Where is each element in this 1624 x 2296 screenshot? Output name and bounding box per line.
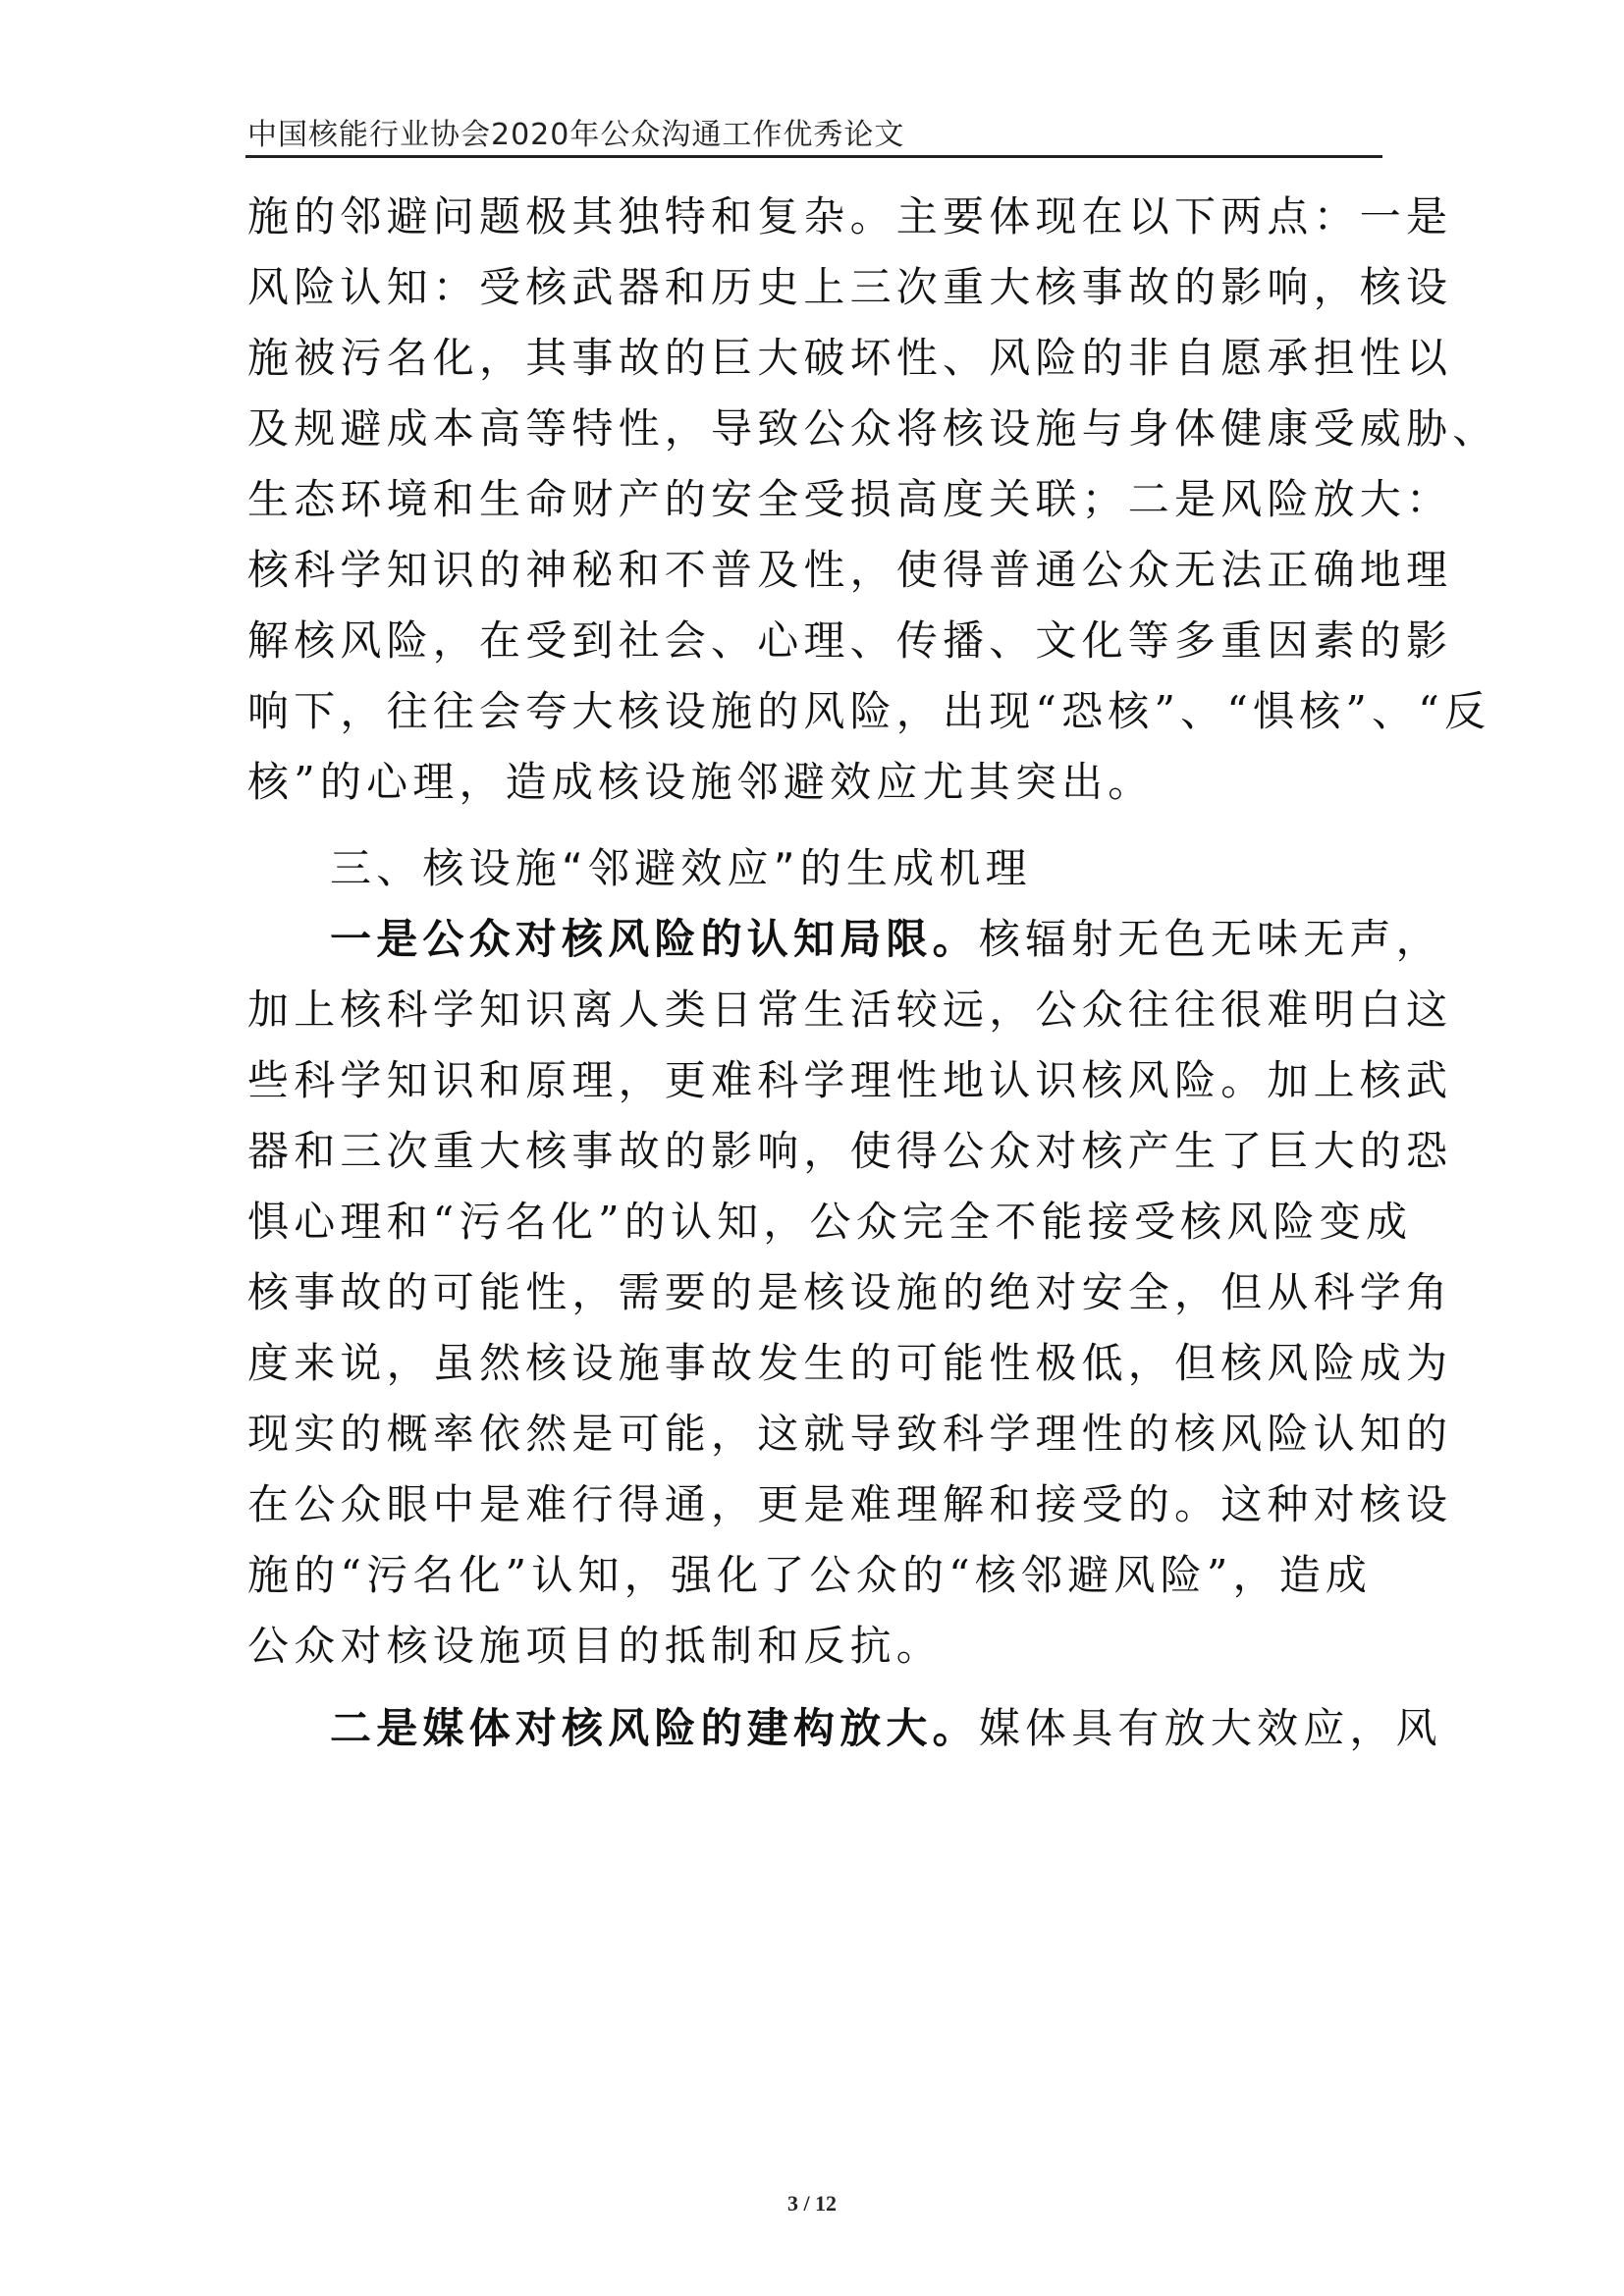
page-number: 3 / 12 <box>786 2191 838 2216</box>
text-line: 器和三次重大核事故的影响，使得公众对核产生了巨大的恐 <box>247 1127 1453 1175</box>
paragraph-first-line <box>330 915 1442 963</box>
paragraph-text: 媒体具有放大效应，风 <box>978 1704 1442 1752</box>
text-line: 及规避成本高等特性，导致公众将核设施与身体健康受威胁、 <box>247 404 1499 453</box>
text-line: 施被污名化，其事故的巨大破坏性、风险的非自愿承担性以 <box>247 334 1453 382</box>
text-line: 度来说，虽然核设施事故发生的可能性极低，但核风险成为 <box>247 1339 1453 1387</box>
paragraph-first-line <box>330 1704 1442 1752</box>
text-line: 生态环境和生命财产的安全受损高度关联；二是风险放大： <box>247 475 1453 523</box>
section-heading: 三、核设施“邻避效应”的生成机理 <box>330 844 1032 892</box>
paragraph-text: 核辐射无色无味无声， <box>978 915 1442 963</box>
text-line: 施的“污名化”认知，强化了公众的“核邻避风险”，造成 <box>247 1551 1373 1599</box>
header-divider <box>245 155 1382 158</box>
text-line: 现实的概率依然是可能，这就导致科学理性的核风险认知的 <box>247 1410 1453 1458</box>
text-line: 些科学知识和原理，更难科学理性地认识核风险。加上核武 <box>247 1056 1453 1104</box>
text-line: 风险认知：受核武器和历史上三次重大核事故的影响，核设 <box>247 263 1453 311</box>
text-line: 惧心理和“污名化”的认知，公众完全不能接受核风险变成 <box>247 1198 1413 1246</box>
text-line: 核科学知识的神秘和不普及性，使得普通公众无法正确地理 <box>247 546 1453 594</box>
running-header: 中国核能行业协会2020年公众沟通工作优秀论文 <box>247 118 905 152</box>
text-line: 在公众眼中是难行得通，更是难理解和接受的。这种对核设 <box>247 1480 1453 1528</box>
text-line: 施的邻避问题极其独特和复杂。主要体现在以下两点：一是 <box>247 192 1453 240</box>
text-line: 解核风险，在受到社会、心理、传播、文化等多重因素的影 <box>247 616 1453 665</box>
paragraph-lead: 一是公众对核风险的认知局限。 <box>330 915 979 963</box>
text-line: 响下，往往会夸大核设施的风险，出现“恐核”、“惧核”、“反 <box>247 687 1491 735</box>
text-line: 加上核科学知识离人类日常生活较远，公众往往很难明白这 <box>247 986 1453 1034</box>
paragraph-lead: 二是媒体对核风险的建构放大。 <box>330 1704 979 1752</box>
text-line: 核事故的可能性，需要的是核设施的绝对安全，但从科学角 <box>247 1268 1453 1316</box>
text-line: 核”的心理，造成核设施邻避效应尤其突出。 <box>247 758 1155 806</box>
text-line: 公众对核设施项目的抵制和反抗。 <box>247 1622 944 1670</box>
